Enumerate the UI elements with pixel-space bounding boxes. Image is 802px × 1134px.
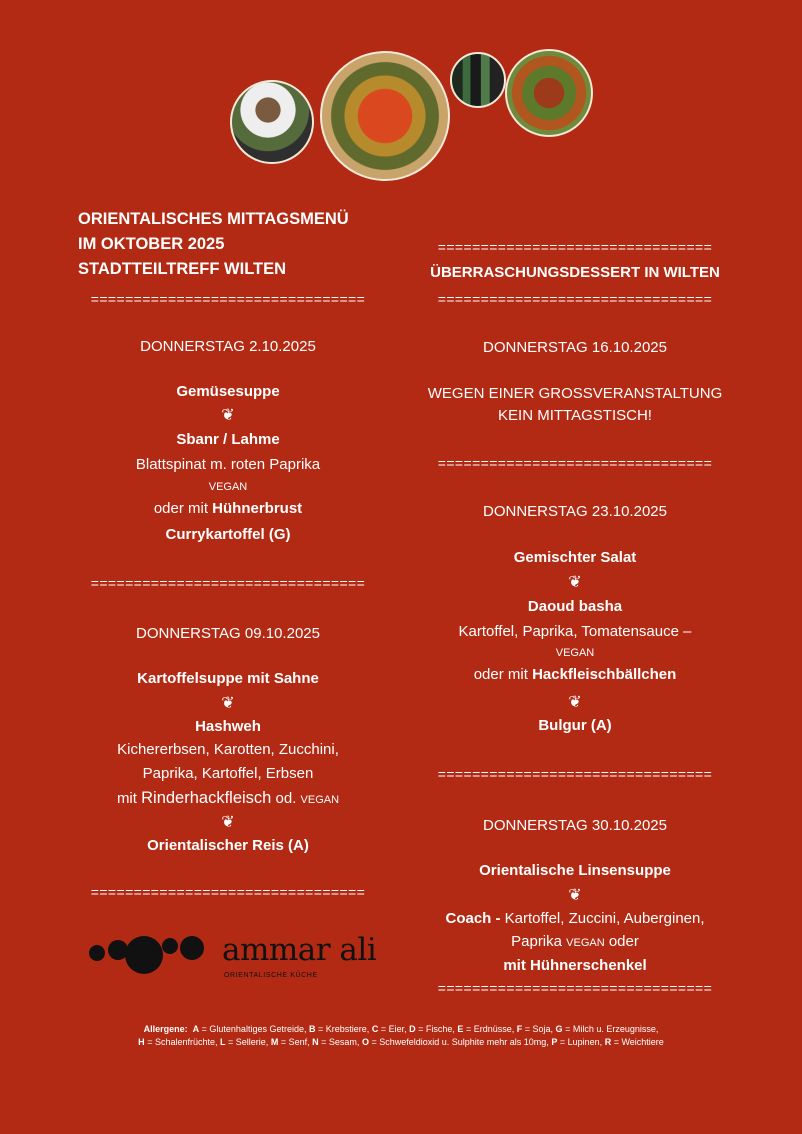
main-dish: Sbanr / Lahme (176, 431, 280, 448)
allergen-key: L (220, 1037, 226, 1047)
separator: ================================ (90, 292, 366, 306)
option-name: Hühnerbrust (212, 500, 303, 517)
leaf-icon: ❦ (568, 694, 582, 711)
date-09-10: DONNERSTAG 09.10.2025 (136, 625, 320, 642)
allergen-key: D (409, 1024, 416, 1034)
separator: ================================ (437, 981, 713, 995)
main-dish: Coach - (445, 910, 501, 927)
meat-option: mit Hühnerschenkel (503, 957, 647, 974)
logo-dots-icon (88, 932, 208, 976)
allergen-key: M (270, 1037, 279, 1047)
allergen-key: P (551, 1037, 558, 1047)
dish-description: Kartoffel, Zuccini, Auberginen, (504, 910, 705, 927)
allergen-desc: = Soja, (524, 1024, 554, 1034)
dish-description: Kichererbsen, Karotten, Zucchini, (117, 741, 339, 758)
allergen-key: B (309, 1024, 316, 1034)
notice: KEIN MITTAGSTISCH! (498, 407, 652, 424)
allergen-desc: = Fische, (418, 1024, 455, 1034)
soup: Kartoffelsuppe mit Sahne (137, 670, 319, 687)
separator: ================================ (437, 456, 713, 470)
soup: Orientalische Linsensuppe (479, 862, 671, 879)
vegan-label: VEGAN (555, 647, 595, 659)
meat-option (424, 666, 726, 683)
option-name: Hackfleischbällchen (532, 666, 677, 683)
title-line-3: STADTTEILTREFF WILTEN (78, 260, 287, 278)
allergen-line-1 (0, 1023, 802, 1036)
allergen-desc: = Eier, (380, 1024, 407, 1034)
main-dish-line (424, 910, 726, 927)
allergen-key: O (361, 1037, 369, 1047)
meat-option (78, 500, 378, 517)
separator: ================================ (437, 240, 713, 254)
allergen-key: N (312, 1037, 319, 1047)
date-2-10: DONNERSTAG 2.10.2025 (140, 338, 316, 355)
allergen-desc: = Erdnüsse, (465, 1024, 515, 1034)
dish-description: Paprika, Kartoffel, Erbsen (142, 765, 314, 782)
title-line-1: ORIENTALISCHES MITTAGSMENÜ (78, 210, 349, 228)
allergen-key: F (516, 1024, 523, 1034)
allergen-key: R (604, 1037, 612, 1047)
date-23-10: DONNERSTAG 23.10.2025 (483, 503, 667, 520)
title-line-2: IM OKTOBER 2025 (78, 235, 225, 253)
leaf-icon: ❦ (568, 887, 582, 904)
allergen-desc: = Senf, (280, 1037, 310, 1047)
logo-tagline: ORIENTALISCHE KÜCHE (224, 972, 318, 979)
vegan-label: VEGAN (208, 481, 248, 493)
allergen-key: H (138, 1037, 145, 1047)
allergen-key: C (371, 1024, 379, 1034)
separator: ================================ (437, 292, 713, 306)
main-dish: Hashweh (195, 718, 261, 735)
option-prefix: oder mit (153, 500, 208, 517)
allergen-desc: = Sellerie, (228, 1037, 269, 1047)
side-dish: Bulgur (A) (538, 717, 612, 734)
dish-description: Blattspinat m. roten Paprika (135, 456, 321, 473)
with-prefix: mit (116, 790, 137, 807)
soup: Gemüsesuppe (176, 383, 280, 400)
side-dish: Orientalischer Reis (A) (147, 837, 309, 854)
meat-name: Rinderhackfleisch (141, 789, 272, 807)
salad: Gemischter Salat (513, 549, 637, 566)
leaf-icon: ❦ (221, 814, 235, 831)
allergen-desc: = Glutenhaltiges Getreide, (201, 1024, 307, 1034)
or-word: oder (608, 933, 639, 950)
allergen-desc: = Sesam, (321, 1037, 360, 1047)
left-column (78, 0, 378, 1000)
option-prefix: oder mit (473, 666, 528, 683)
right-column (424, 0, 726, 1000)
allergen-desc: = Weichtiere (613, 1037, 664, 1047)
dish-description: Paprika (511, 933, 562, 950)
allergen-desc: = Milch u. Erzeugnisse, (565, 1024, 659, 1034)
leaf-icon: ❦ (221, 407, 235, 424)
allergen-key: G (555, 1024, 563, 1034)
side-dish: Currykartoffel (G) (165, 526, 291, 543)
leaf-icon: ❦ (221, 695, 235, 712)
notice: WEGEN EINER GROSSVERANSTALTUNG (427, 385, 723, 402)
allergen-key: A (192, 1024, 200, 1034)
allergen-desc: = Lupinen, (559, 1037, 603, 1047)
vegan-label: VEGAN (300, 794, 340, 806)
date-30-10: DONNERSTAG 30.10.2025 (483, 817, 667, 834)
logo (88, 932, 388, 982)
dish-description-line (424, 933, 726, 950)
logo-name: ammar ali (222, 932, 377, 968)
separator: ================================ (90, 885, 366, 899)
allergen-line-2 (0, 1036, 802, 1049)
meat-option (78, 789, 378, 808)
allergen-key: E (457, 1024, 464, 1034)
allergen-desc: = Schwefeldioxid u. Sulphite mehr als 10mg, (371, 1037, 549, 1047)
main-dish: Daoud basha (527, 598, 623, 615)
allergen-title: Allergene: (143, 1024, 188, 1034)
dessert-heading: ÜBERRASCHUNGSDESSERT IN WILTEN (430, 264, 720, 281)
allergen-desc: = Krebstiere, (318, 1024, 370, 1034)
menu-title (78, 207, 378, 282)
allergen-legend (0, 1023, 802, 1049)
dish-description: Kartoffel, Paprika, Tomatensauce – (458, 623, 692, 640)
or-suffix: od. (275, 790, 297, 807)
separator: ================================ (437, 767, 713, 781)
date-16-10: DONNERSTAG 16.10.2025 (483, 339, 667, 356)
vegan-label: VEGAN (566, 937, 605, 949)
separator: ================================ (90, 576, 366, 590)
leaf-icon: ❦ (568, 574, 582, 591)
allergen-desc: = Schalenfrüchte, (147, 1037, 218, 1047)
